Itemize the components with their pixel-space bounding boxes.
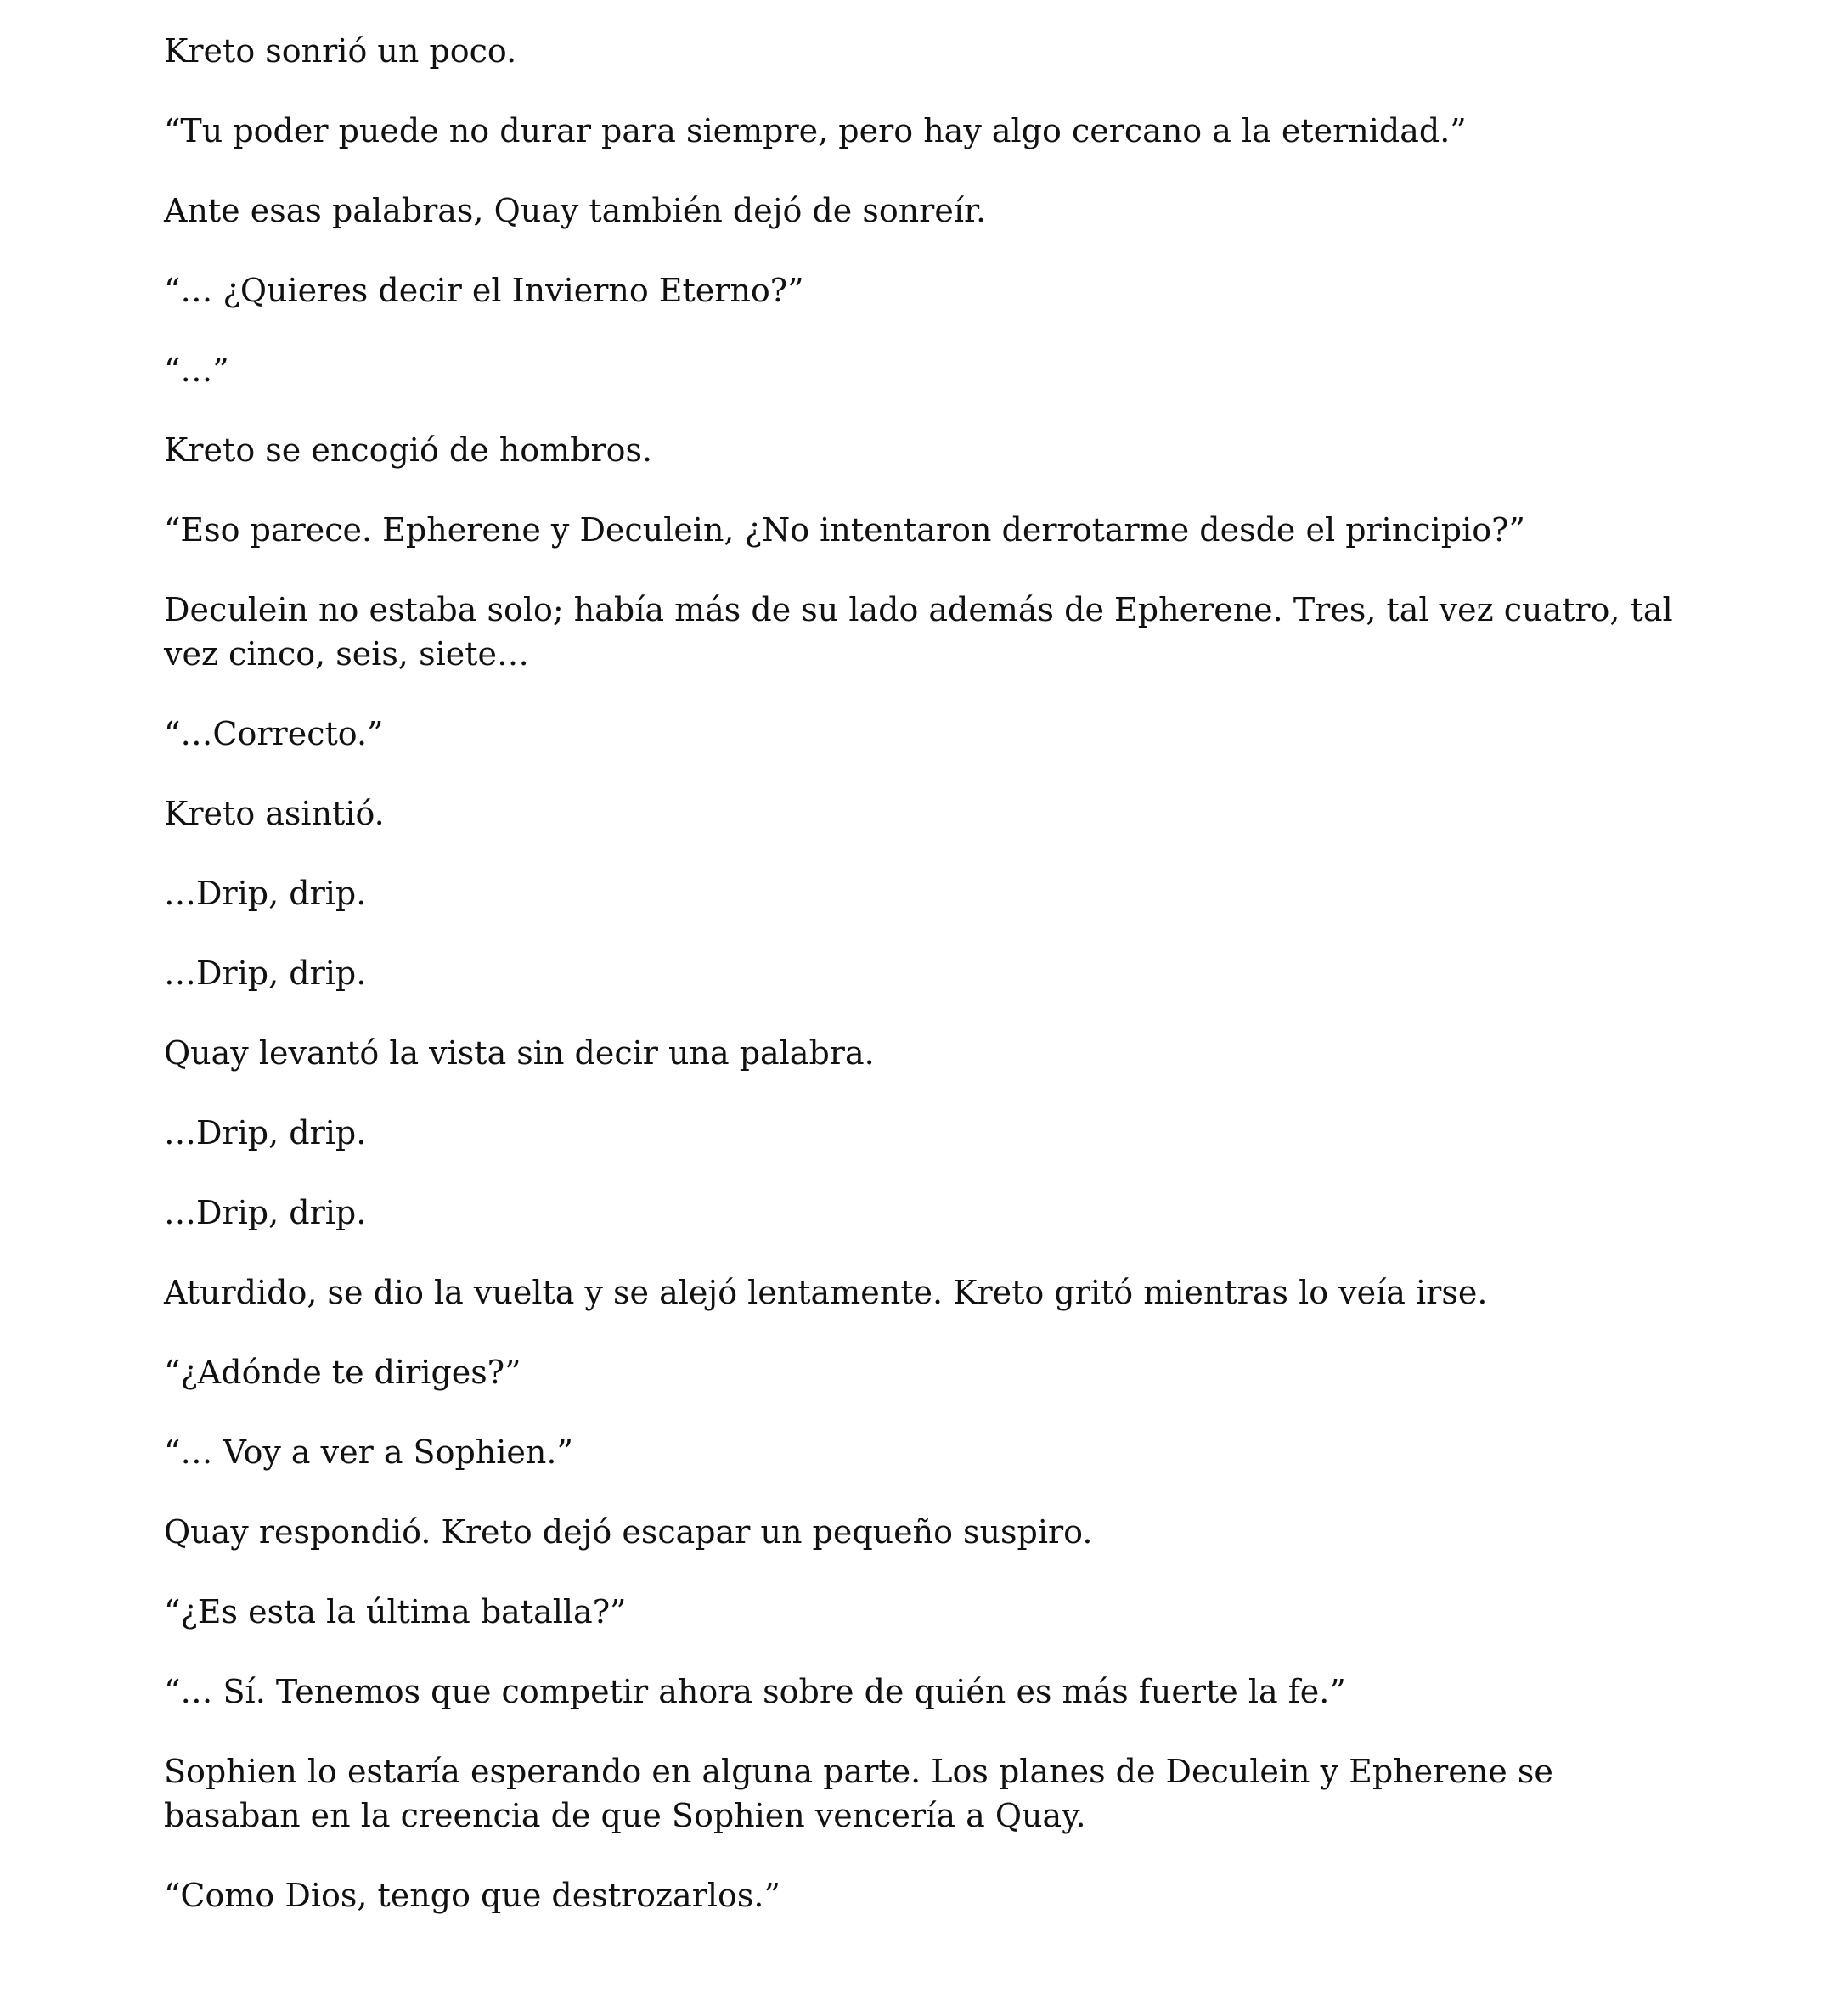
paragraph: Quay respondió. Kreto dejó escapar un pequeño suspiro. xyxy=(164,1513,1093,1551)
paragraph: Aturdido, se dio la vuelta y se alejó lentamente. Kreto gritó mientras lo veía irse. xyxy=(164,1274,1488,1311)
paragraph: Quay levantó la vista sin decir una palabra. xyxy=(164,1034,875,1072)
paragraph: “…” xyxy=(164,352,229,389)
paragraph: Ante esas palabras, Quay también dejó de sonreír. xyxy=(164,192,987,229)
paragraph: “Eso parece. Epherene y Deculein, ¿No intentaron derrotarme desde el principio?” xyxy=(164,511,1525,549)
paragraph: “Como Dios, tengo que destrozarlos.” xyxy=(164,1877,780,1914)
paragraph: “¿Adónde te diriges?” xyxy=(164,1354,521,1391)
paragraph: …Drip, drip. xyxy=(164,1114,367,1152)
paragraph: Deculein no estaba solo; había más de su lado además de Epherene. Tres, tal vez cuatro, tal vez cinco, seis, siete… xyxy=(164,591,1673,673)
paragraph: “Tu poder puede no durar para siempre, pero hay algo cercano a la eternidad.” xyxy=(164,112,1467,149)
paragraph: “… ¿Quieres decir el Invierno Eterno?” xyxy=(164,272,804,309)
paragraph: “¿Es esta la última batalla?” xyxy=(164,1593,627,1630)
paragraph: Kreto sonrió un poco. xyxy=(164,32,517,70)
paragraph: …Drip, drip. xyxy=(164,875,367,912)
document-page xyxy=(164,29,1693,1953)
paragraph: Kreto asintió. xyxy=(164,795,385,832)
paragraph: “… Sí. Tenemos que competir ahora sobre de quién es más fuerte la fe.” xyxy=(164,1673,1346,1710)
paragraph: …Drip, drip. xyxy=(164,954,367,992)
paragraph: Kreto se encogió de hombros. xyxy=(164,431,653,469)
paragraph: …Drip, drip. xyxy=(164,1194,367,1231)
paragraph: “…Correcto.” xyxy=(164,715,384,752)
paragraph: Sophien lo estaría esperando en alguna parte. Los planes de Deculein y Epherene se basaban en la creencia de que Sophien vencería a Quay. xyxy=(164,1753,1553,1834)
paragraph: “… Voy a ver a Sophien.” xyxy=(164,1433,573,1471)
